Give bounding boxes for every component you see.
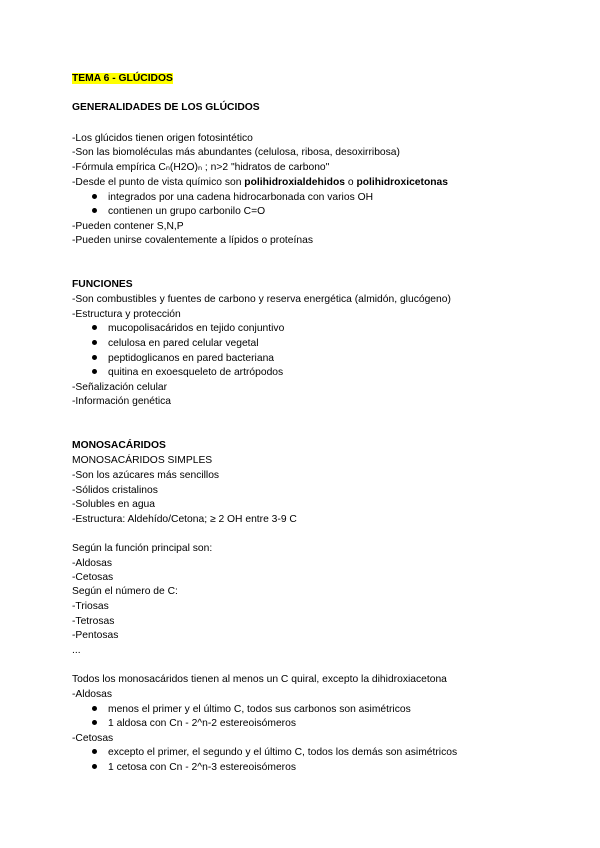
text-line: -Triosas <box>72 601 109 612</box>
bullet-icon <box>92 764 97 769</box>
section-heading-monosacaridos: MONOSACÁRIDOS <box>72 440 166 451</box>
bullet-icon <box>92 369 97 374</box>
list-item: 1 cetosa con Cn - 2^n-3 estereoisómeros <box>92 761 296 774</box>
list-item: mucopolisacáridos en tejido conjuntivo <box>92 322 284 335</box>
subheading: MONOSACÁRIDOS SIMPLES <box>72 455 213 466</box>
bullet-icon <box>92 706 97 711</box>
bold-term: polihidroxicetonas <box>356 177 448 188</box>
list-item: excepto el primer, el segundo y el último C, todos los demás son asimétricos <box>92 746 457 759</box>
text-line: -Cetosas <box>72 733 114 744</box>
list-item: peptidoglicanos en pared bacteriana <box>92 352 274 365</box>
section-heading-generalidades: GENERALIDADES DE LOS GLÚCIDOS <box>72 102 260 113</box>
text-line: -Sólidos cristalinos <box>72 485 158 496</box>
text-line: Según la función principal son: <box>72 543 213 554</box>
text-line: -Información genética <box>72 396 172 407</box>
list-item: menos el primer y el último C, todos sus carbonos son asimétricos <box>92 703 411 716</box>
text-line: -Son combustibles y fuentes de carbono y reserva energética (almidón, glucógeno) <box>72 294 451 305</box>
text-line: Según el número de C: <box>72 586 178 597</box>
bullet-icon <box>92 208 97 213</box>
text-line: Todos los monosacáridos tienen al menos un C quiral, excepto la dihidroxiacetona <box>72 674 447 685</box>
text-line: -Estructura: Aldehído/Cetona; ≥ 2 OH entre 3-9 C <box>72 514 297 525</box>
section-heading-funciones: FUNCIONES <box>72 279 133 290</box>
text-line: -Señalización celular <box>72 382 168 393</box>
text-line: -Son los azúcares más sencillos <box>72 470 220 481</box>
text-line: -Pentosas <box>72 630 119 641</box>
bullet-icon <box>92 355 97 360</box>
text-line: -Cetosas <box>72 572 114 583</box>
text-line: -Solubles en agua <box>72 499 156 510</box>
list-item: quitina en exoesqueleto de artrópodos <box>92 366 283 379</box>
text-line: -Estructura y protección <box>72 309 181 320</box>
bullet-icon <box>92 749 97 754</box>
text-line: -Fórmula empírica Cₙ(H2O)ₙ ; n>2 "hidratos de carbono" <box>72 162 330 173</box>
text-line: -Pueden unirse covalentemente a lípidos o proteínas <box>72 235 313 246</box>
text-line: -Son las biomoléculas más abundantes (celulosa, ribosa, desoxirribosa) <box>72 147 400 158</box>
bullet-icon <box>92 325 97 330</box>
bullet-icon <box>92 194 97 199</box>
text-line: -Aldosas <box>72 689 113 700</box>
bullet-icon <box>92 720 97 725</box>
list-item: 1 aldosa con Cn - 2^n-2 estereoisómeros <box>92 717 296 730</box>
bold-term: polihidroxialdehidos <box>244 177 345 188</box>
text-line: -Desde el punto de vista químico son polihidroxialdehidos o polihidroxicetonas <box>72 177 448 188</box>
list-item: contienen un grupo carbonilo C=O <box>92 205 265 218</box>
text-line: -Los glúcidos tienen origen fotosintético <box>72 133 253 144</box>
list-item: celulosa en pared celular vegetal <box>92 337 259 350</box>
topic-title: TEMA 6 - GLÚCIDOS <box>72 73 173 84</box>
text-line: -Aldosas <box>72 558 113 569</box>
list-item: integrados por una cadena hidrocarbonada con varios OH <box>92 191 373 204</box>
text-line: ... <box>72 645 81 656</box>
text-line: -Pueden contener S,N,P <box>72 221 184 232</box>
text-line: -Tetrosas <box>72 616 115 627</box>
bullet-icon <box>92 340 97 345</box>
